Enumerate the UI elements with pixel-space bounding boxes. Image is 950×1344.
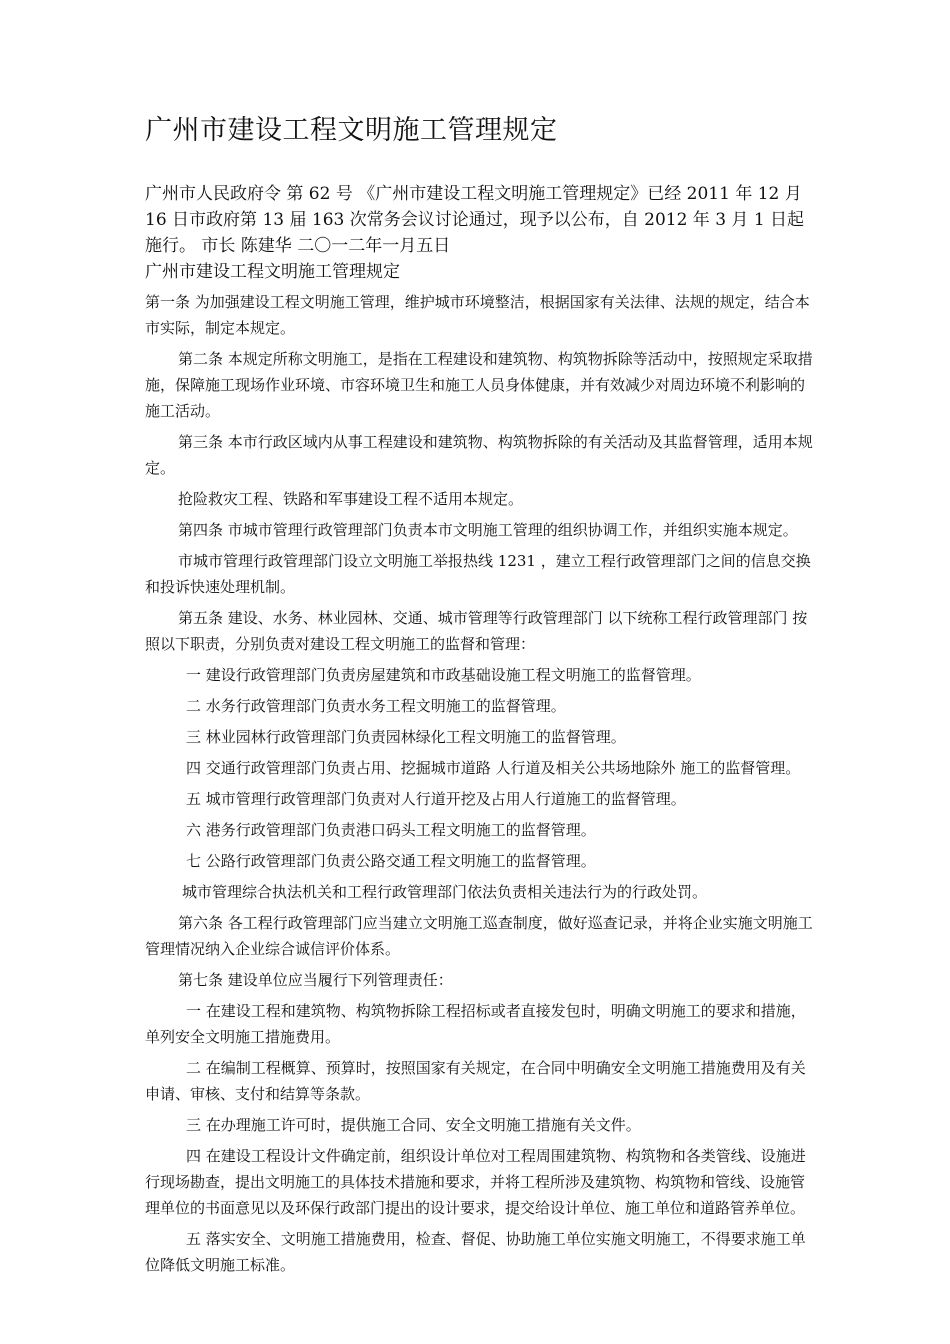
article-7-item-3: 三 在办理施工许可时，提供施工合同、安全文明施工措施有关文件。	[186, 1116, 641, 1134]
article-6: 第六条 各工程行政管理部门应当建立文明施工巡查制度，做好巡查记录，并将企业实施文明施工管理情况纳入企业综合诚信评价体系。	[145, 914, 813, 958]
article-7-item-5: 五 落实安全、文明施工措施费用，检查、督促、协助施工单位实施文明施工，不得要求施工单位降低文明施工标准。	[145, 1230, 806, 1274]
article-2: 第二条 本规定所称文明施工，是指在工程建设和建筑物、构筑物拆除等活动中，按照规定采取措施，保障施工现场作业环境、市容环境卫生和施工人员身体健康，并有效减少对周边环境不利影响的施工活动。	[145, 350, 813, 420]
article-5-item-4: 四 交通行政管理部门负责占用、挖掘城市道路 人行道及相关公共场地除外 施工的监督管理。	[186, 759, 801, 777]
article-7-item-2: 二 在编制工程概算、预算时，按照国家有关规定，在合同中明确安全文明施工措施费用及有关申请、审核、支付和结算等条款。	[145, 1059, 806, 1103]
article-5: 第五条 建设、水务、林业园林、交通、城市管理等行政管理部门 以下统称工程行政管理部门 按照以下职责，分别负责对建设工程文明施工的监督和管理：	[145, 609, 808, 653]
article-1: 第一条 为加强建设工程文明施工管理，维护城市环境整洁，根据国家有关法律、法规的规定，结合本市实际，制定本规定。	[145, 293, 810, 337]
article-7-item-4: 四 在建设工程设计文件确定前，组织设计单位对工程周围建筑物、构筑物和各类管线、设施进行现场勘查，提出文明施工的具体技术措施和要求，并将工程所涉及建筑物、构筑物和管线、设施管理单位的书面意见以及环保行政部门提出的设计要求，提交给设计单位、施工单位和道路管养单位。	[145, 1147, 806, 1217]
article-5-item-7: 七 公路行政管理部门负责公路交通工程文明施工的监督管理。	[186, 852, 596, 870]
article-3: 第三条 本市行政区域内从事工程建设和建筑物、构筑物拆除的有关活动及其监督管理，适用本规定。	[145, 433, 813, 477]
document-title: 广州市建设工程文明施工管理规定	[145, 115, 558, 146]
decree-intro: 广州市人民政府令 第 62 号 《广州市建设工程文明施工管理规定》已经 2011 年 12 月 16 日市政府第 13 届 163 次常务会议讨论通过，现予以公布，自 2012 年 3 月 1 日起施行。 市长 陈建华 二〇一二年一月五日	[145, 184, 805, 256]
article-5-item-2: 二 水务行政管理部门负责水务工程文明施工的监督管理。	[186, 697, 566, 715]
regulation-body	[145, 289, 813, 1283]
article-5-item-5: 五 城市管理行政管理部门负责对人行道开挖及占用人行道施工的监督管理。	[186, 790, 686, 808]
article-4: 第四条 市城市管理行政管理部门负责本市文明施工管理的组织协调工作，并组织实施本规定。	[178, 521, 798, 539]
article-4-paragraph: 市城市管理行政管理部门设立文明施工举报热线 1231 ，建立工程行政管理部门之间的信息交换和投诉快速处理机制。	[145, 552, 811, 596]
article-3-paragraph: 抢险救灾工程、铁路和军事建设工程不适用本规定。	[178, 490, 524, 508]
article-7-item-1: 一 在建设工程和建筑物、构筑物拆除工程招标或者直接发包时，明确文明施工的要求和措施，单列安全文明施工措施费用。	[145, 1002, 806, 1046]
article-7: 第七条 建设单位应当履行下列管理责任：	[178, 971, 453, 989]
regulation-subtitle: 广州市建设工程文明施工管理规定	[145, 262, 400, 282]
article-5-paragraph: 城市管理综合执法机关和工程行政管理部门依法负责相关违法行为的行政处罚。	[182, 883, 708, 901]
article-5-item-1: 一 建设行政管理部门负责房屋建筑和市政基础设施工程文明施工的监督管理。	[186, 666, 701, 684]
article-5-item-6: 六 港务行政管理部门负责港口码头工程文明施工的监督管理。	[186, 821, 596, 839]
article-5-item-3: 三 林业园林行政管理部门负责园林绿化工程文明施工的监督管理。	[186, 728, 626, 746]
